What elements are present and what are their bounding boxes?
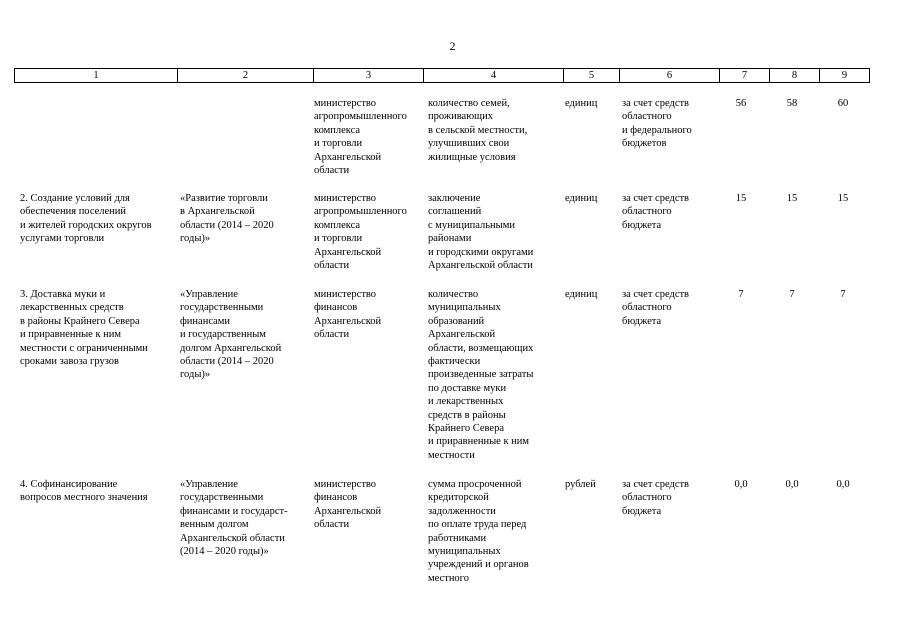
header-col-2: 2 (177, 69, 313, 82)
header-col-5: 5 (563, 69, 619, 82)
cell-indicator: заключение соглашений с муниципальными районами и городскими округами Архангельской области (428, 193, 534, 272)
cell-task: 4. Софинансирование вопросов местного значения (20, 479, 148, 504)
cell-task: 2. Создание условий для обеспечения поселений и жителей городских округов услугами торговли (20, 193, 152, 245)
cell-task: 3. Доставка муки и лекарственных средств в районы Крайнего Севера и приравненные к ним местности с ограниченными сроками завоза грузов (20, 289, 148, 368)
cell-value-7: 7 (738, 289, 744, 300)
cell-executor: министерство финансов Архангельской области (314, 479, 382, 531)
header-col-8: 8 (769, 69, 819, 82)
cell-indicator: сумма просроченной кредиторской задолженности по оплате труда перед работниками муниципальных учреждений и органов местного (428, 479, 529, 584)
header-col-7: 7 (719, 69, 769, 82)
cell-program: «Развитие торговли в Архангельской области (2014 – 2020 годы)» (180, 193, 274, 245)
cell-indicator: количество семей, проживающих в сельской местности, улучшивших свои жилищные условия (428, 98, 528, 163)
cell-value-9: 60 (837, 98, 849, 109)
cell-executor: министерство агропромышленного комплекса и торговли Архангельской области (314, 98, 407, 177)
cell-funding: за счет средств областного бюджета (622, 479, 690, 517)
cell-unit: единиц (565, 289, 598, 300)
cell-program: «Управление государственными финансами и государственным долгом Архангельской области (2014 – 2020 годы)» (180, 289, 282, 381)
header-col-3: 3 (313, 69, 423, 82)
cell-value-9: 15 (837, 193, 849, 204)
cell-unit: единиц (565, 98, 598, 109)
table-header-row (14, 68, 870, 83)
cell-value-8: 0,0 (785, 479, 799, 490)
header-col-1: 1 (93, 70, 99, 81)
cell-value-7: 0,0 (734, 479, 748, 490)
cell-funding: за счет средств областного бюджета (622, 289, 690, 327)
cell-unit: единиц (565, 193, 598, 204)
cell-value-8: 7 (789, 289, 795, 300)
cell-value-7: 15 (735, 193, 747, 204)
header-col-6: 6 (619, 69, 719, 82)
cell-executor: министерство агропромышленного комплекса и торговли Архангельской области (314, 193, 407, 272)
header-col-9: 9 (819, 69, 869, 82)
cell-funding: за счет средств областного бюджета (622, 193, 690, 231)
cell-value-9: 0,0 (836, 479, 850, 490)
cell-value-8: 15 (786, 193, 798, 204)
cell-value-9: 7 (840, 289, 846, 300)
cell-value-8: 58 (786, 98, 798, 109)
cell-funding: за счет средств областного и федерального бюджетов (622, 98, 692, 150)
page-number: 2 (449, 39, 456, 53)
cell-program: «Управление государственными финансами и государст- венным долгом Архангельской области (2014 – 2020 годы)» (180, 479, 288, 558)
cell-executor: министерство финансов Архангельской области (314, 289, 382, 341)
cell-indicator: количество муниципальных образований Архангельской области, возмещающих фактически произведенные затраты по доставке муки и лекарственных средств в районы Крайнего Севера и приравненные к ним местности (428, 289, 534, 461)
header-col-4: 4 (423, 69, 563, 82)
cell-unit: рублей (565, 479, 596, 490)
cell-value-7: 56 (735, 98, 747, 109)
